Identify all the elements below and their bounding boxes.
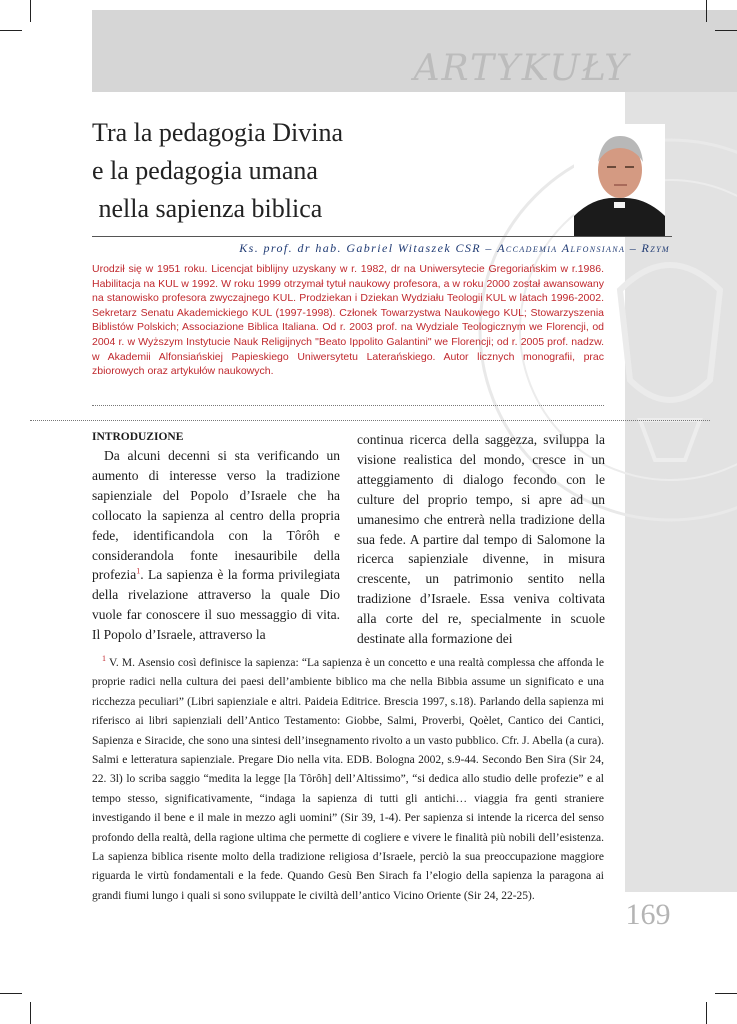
footnote-number: 1 xyxy=(102,654,106,664)
crop-mark xyxy=(715,30,737,31)
body-paragraph-continued: continua ricerca della saggezza, sviluppa la visione realistica del mondo, cresce in un atteggiamento di dialogo fecondo con le culture del proprio tempo, si apre ad un umanesimo che entrerà nella tradizione della sua fede. A partire dal tempo di Salomone la ricerca sapienziale divenne, in misura crescente, un patrimonio sentito nella tradizione d’Israele. Essa veniva coltivata alla corte del re, specialmente in scuole destinate alla formazione dei xyxy=(357,432,605,647)
author-sep: – xyxy=(480,241,498,255)
title-line-1: Tra la pedagogia Divina xyxy=(92,118,344,147)
author-line xyxy=(92,241,670,256)
page-number: 169 xyxy=(625,898,671,931)
body-text-2: . La sapienza è la forma privilegiata della rivelazione attraverso la quale Dio vuole far conoscere il suo messaggio di vita. Il Popolo d’Israele, attraverso la xyxy=(92,567,340,643)
crop-mark xyxy=(706,1002,707,1024)
body-column-right xyxy=(357,430,605,649)
crop-mark xyxy=(715,993,737,994)
section-heading: INTRODUZIONE xyxy=(92,431,184,443)
crop-mark xyxy=(30,1002,31,1024)
author-bio: Urodził się w 1951 roku. Licencjat biblijny uzyskany w r. 1982, dr na Uniwersytecie Gregoriańskim w r.1986. Habilitacja na KUL w 1992. W roku 1999 otrzymał tytuł naukowy profesora, a w roku 2000 został awansowany na stanowisko profesora zwyczajnego KUL. Prodziekan i Dziekan Wydziału Teologii KUL w latach 1996-2002. Sekretarz Senatu Akademickiego KUL (1997-1998). Członek Towarzystwa Naukowego KUL; Stowarzyszenia Biblistów Polskich; Associazione Biblica Italiana. Od r. 2003 prof. na Wydziale Teologicznym we Florencji, od 2004 r. w Wyższym Instytucie Nauk Religijnych "Beato Ippolito Galantini" we Florencji; od r. 2005 prof. nadzw. w Akademii Alfonsiańskiej Papieskiego Uniwersytetu Laterańskiego. Autor licznych monografii, prac zbiorowych oraz artykułów naukowych. xyxy=(92,263,604,378)
crop-mark xyxy=(706,0,707,22)
body-text-1: Da alcuni decenni si sta verificando un aumento di interesse verso la tradizione sapienziale del Popolo d’Israele che ha collocato la sapienza al centro della propria fede, identificandola con la Tôrôh e considerandola fonte inesauribile della profezia xyxy=(92,448,340,583)
footnote-ref[interactable]: 1 xyxy=(136,566,141,576)
title-line-2: e la pedagogia umana xyxy=(92,156,318,185)
header-rule xyxy=(92,236,672,237)
article-title xyxy=(92,114,562,228)
section-label: ARTYKUŁY xyxy=(413,48,630,89)
crop-mark xyxy=(30,0,31,22)
crop-mark xyxy=(0,30,22,31)
author-name: Ks. prof. dr hab. Gabriel Witaszek CSR xyxy=(239,241,481,255)
crop-mark xyxy=(0,993,22,994)
body-column-left xyxy=(92,430,340,645)
dotted-divider xyxy=(92,405,604,406)
footnote-text: V. M. Asensio così definisce la sapienza: “La sapienza è un concetto e una realtà complessa che affonda le proprie radici nella cultura dei paesi dell’ambiente biblico ma che nella Bibbia assume un significato e una ricchezza peculiari” (Libri sapienziale e altri. Paideia Editrice. Brescia 1997, s.18). Parlando della sapienza mi riferisco ai libri sapienziali dell’Antico Testamento: Giobbe, Salmi, Proverbi, Qoèlet, Cantico dei Cantici, Sapienza e Siracide, che sono una sintesi dell’insegnamento rivolto a un vasto pubblico. Cfr. J. Abella (a cura). Salmi e letteratura sapienziale. Pregare Dio nella vita. EDB. Bologna 2002, s.9-44. Secondo Ben Sira (Sir 24, 22. 3l) lo scriba saggio “medita la legge [la Tôrôh] dell’Altissimo”, “si dedica allo studio delle profezie” e al tempo stesso, significativamente, “indaga la sapienza di tutti gli antichi… viaggia fra genti straniere investigando il bene e il male in mezzo agli uomini” (Sir 39, 1-4). Per sapienza si intende la ricerca del senso profondo della realtà, della ragione ultima che permette di cogliere e vivere le finalità più nobili dell’esistenza. La sapienza biblica risente molto della tradizione religiosa d’Israele, perciò la sua preoccupazione maggiore riguarda le virtù fondamentali e la fede. Quando Gesù Ben Sirach fa l’elogio della sapienza la paragona ai grandi fiumi lungo i quali si sono sviluppate le civiltà dell’antico Vicino Oriente (Sir 24, 22-25). xyxy=(92,657,604,902)
author-photo xyxy=(574,124,665,236)
author-city: Rzym xyxy=(641,241,670,255)
footnote xyxy=(92,654,604,906)
title-line-3: nella sapienza biblica xyxy=(92,194,323,223)
body-paragraph xyxy=(92,446,340,645)
dotted-divider-wide xyxy=(30,420,710,421)
author-sep-2: – xyxy=(625,241,642,255)
author-affiliation: Accademia Alfonsiana xyxy=(497,241,626,255)
